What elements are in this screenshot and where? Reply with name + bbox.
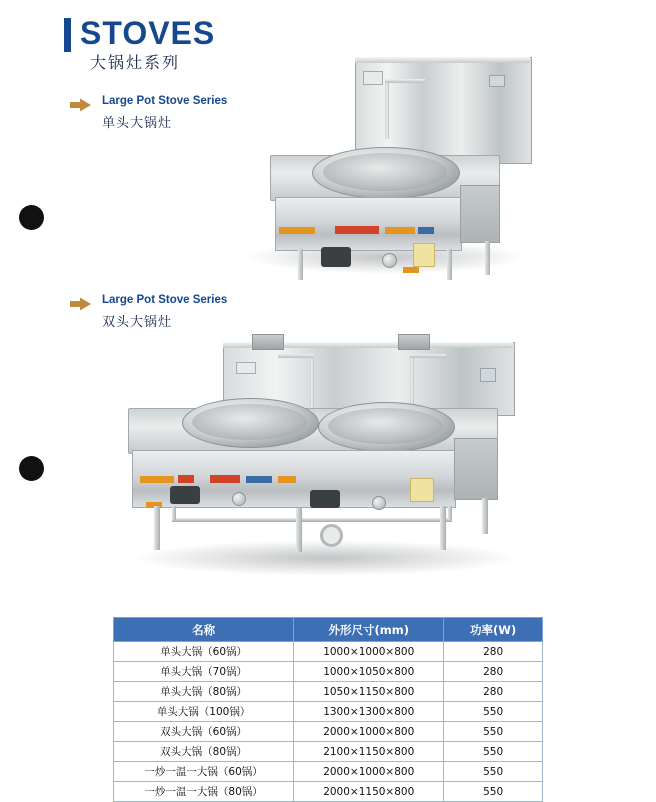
water-pipe-left: [310, 354, 314, 416]
warning-sticker-3: [385, 227, 415, 234]
page-subtitle: 大锅灶系列: [90, 53, 181, 72]
cell-power: 550: [444, 702, 543, 722]
cell-power: 550: [444, 722, 543, 742]
control-knob: [382, 253, 397, 268]
header-accent-bar: [64, 18, 71, 52]
control-knob-right: [372, 496, 386, 510]
manifold-riser-right: [448, 506, 452, 520]
section-label-cn: 双头大锅灶: [102, 315, 173, 330]
specification-table: [113, 617, 543, 802]
table-row: [114, 742, 543, 762]
door-handle-left: [170, 486, 200, 504]
column-header-name: 名称: [114, 618, 294, 642]
table-row: [114, 722, 543, 742]
single-head-large-pot-stove-photo: [235, 55, 535, 280]
table-row: [114, 762, 543, 782]
arrow-right-icon: [70, 297, 92, 311]
warning-sticker-4: [246, 476, 272, 483]
stove-body-side: [454, 438, 498, 500]
manifold-riser-left: [172, 506, 176, 520]
double-head-large-pot-stove-photo: [110, 330, 540, 580]
small-orange-sticker: [403, 267, 419, 273]
cell-name: 单头大锅（80锅）: [114, 682, 294, 702]
instruction-label-right: [410, 478, 434, 502]
leg-rear-right: [485, 241, 490, 275]
cell-name: 双头大锅（80锅）: [114, 742, 294, 762]
leg-front-left: [298, 249, 303, 280]
cell-power: 280: [444, 682, 543, 702]
backsplash-top-edge: [355, 57, 530, 63]
section-label-en: Large Pot Stove Series: [102, 294, 228, 306]
flue-box-right: [398, 334, 430, 350]
backsplash-label-right: [480, 368, 496, 382]
warning-sticker-4: [418, 227, 434, 234]
cell-name: 单头大锅（60锅）: [114, 642, 294, 662]
leg-front-right: [447, 249, 452, 280]
water-faucet-arm: [385, 79, 425, 83]
cell-dimensions: 2000×1000×800: [294, 722, 444, 742]
warning-sticker-2: [335, 226, 379, 234]
leg-front-left: [154, 506, 160, 550]
section-label-en: Large Pot Stove Series: [102, 95, 228, 107]
column-header-power: 功率(W): [444, 618, 543, 642]
water-faucet-arm-left: [278, 354, 314, 358]
large-pot-right-inner-rim: [328, 408, 443, 444]
cell-power: 280: [444, 662, 543, 682]
cell-name: 单头大锅（70锅）: [114, 662, 294, 682]
leg-front-mid: [296, 508, 302, 552]
door-handle-right: [310, 490, 340, 508]
cell-dimensions: 2000×1000×800: [294, 762, 444, 782]
leg-rear-right: [482, 498, 488, 534]
control-knob-left: [232, 492, 246, 506]
flue-box-left: [252, 334, 284, 350]
warning-sticker-3: [210, 475, 240, 483]
table-row: [114, 782, 543, 802]
cell-dimensions: 1300×1300×800: [294, 702, 444, 722]
column-header-dimensions: 外形尺寸(mm): [294, 618, 444, 642]
cell-dimensions: 1000×1050×800: [294, 662, 444, 682]
table-row: [114, 702, 543, 722]
section-label-cn: 单头大锅灶: [102, 116, 173, 131]
cell-dimensions: 1000×1000×800: [294, 642, 444, 662]
gas-manifold-pipe: [172, 518, 452, 522]
cell-power: 280: [444, 642, 543, 662]
backsplash-control-box: [363, 71, 383, 85]
cell-dimensions: 1050×1150×800: [294, 682, 444, 702]
cell-power: 550: [444, 782, 543, 802]
table-header-row: [114, 618, 543, 642]
warning-sticker-5: [278, 476, 296, 483]
leg-front-right: [440, 506, 446, 550]
cell-power: 550: [444, 762, 543, 782]
page-title: STOVES: [80, 15, 216, 51]
water-faucet-arm-right: [410, 354, 446, 358]
stove-body-side: [460, 185, 500, 243]
warning-sticker-1: [140, 476, 174, 483]
door-handle: [321, 247, 351, 267]
cell-name: 单头大锅（100锅）: [114, 702, 294, 722]
instruction-label: [413, 243, 435, 267]
arrow-right-icon: [70, 98, 92, 112]
table-row: [114, 662, 543, 682]
cell-dimensions: 2100×1150×800: [294, 742, 444, 762]
bullet-marker-2: [19, 456, 44, 481]
cell-dimensions: 2000×1150×800: [294, 782, 444, 802]
gas-valve-wheel: [320, 524, 343, 547]
warning-sticker-1: [279, 227, 315, 234]
cell-name: 一炒一温一大锅（80锅）: [114, 782, 294, 802]
table-row: [114, 642, 543, 662]
backsplash-label-left: [236, 362, 256, 374]
bullet-marker-1: [19, 205, 44, 230]
cell-name: 一炒一温一大锅（60锅）: [114, 762, 294, 782]
large-pot-left-inner-rim: [192, 404, 307, 440]
warning-sticker-2: [178, 475, 194, 483]
cell-name: 双头大锅（60锅）: [114, 722, 294, 742]
water-pipe: [385, 79, 389, 139]
backsplash-small-label: [489, 75, 505, 87]
large-pot-inner-rim: [323, 153, 447, 191]
cell-power: 550: [444, 742, 543, 762]
table-row: [114, 682, 543, 702]
